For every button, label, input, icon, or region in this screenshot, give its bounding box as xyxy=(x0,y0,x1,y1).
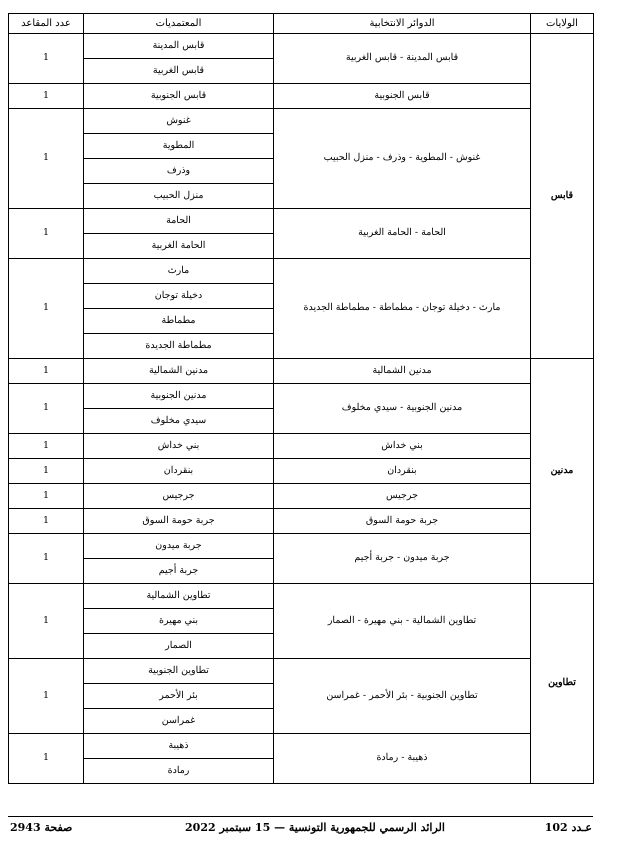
delegation-cell: بني خداش xyxy=(84,434,274,459)
district-cell: جرجيس xyxy=(274,484,531,509)
delegation-cell: الحامة الغربية xyxy=(84,234,274,259)
header-delegations: المعتمديات xyxy=(84,14,274,34)
table-row xyxy=(9,84,594,109)
delegation-cell: مطماطة الجديدة xyxy=(84,334,274,359)
delegation-cell: جرجيس xyxy=(84,484,274,509)
table-row xyxy=(9,34,594,59)
footer-issue-number: عـدد 102 xyxy=(544,821,592,834)
seats-cell: 1 xyxy=(9,484,84,509)
table-row xyxy=(9,509,594,534)
table-row xyxy=(9,359,594,384)
header-districts: الدوائر الانتخابية xyxy=(274,14,531,34)
seats-cell: 1 xyxy=(9,359,84,384)
seats-cell: 1 xyxy=(9,584,84,659)
table-header-row xyxy=(9,14,594,34)
table-row xyxy=(9,584,594,609)
delegation-cell: سيدي مخلوف xyxy=(84,409,274,434)
delegation-cell: بئر الأحمر xyxy=(84,684,274,709)
delegation-cell: مارث xyxy=(84,259,274,284)
seats-cell: 1 xyxy=(9,34,84,84)
header-seats: عدد المقاعد xyxy=(9,14,84,34)
delegation-cell: الصمار xyxy=(84,634,274,659)
delegation-cell: مدنين الجنوبية xyxy=(84,384,274,409)
delegation-cell: قابس المدينة xyxy=(84,34,274,59)
footer-page-number: صفحة 2943 xyxy=(10,821,73,834)
delegation-cell: جربة حومة السوق xyxy=(84,509,274,534)
electoral-districts-table xyxy=(8,13,594,784)
district-cell: الحامة - الحامة الغربية xyxy=(274,209,531,259)
delegation-cell: مطماطة xyxy=(84,309,274,334)
district-cell: تطاوين الشمالية - بني مهيرة - الصمار xyxy=(274,584,531,659)
seats-cell: 1 xyxy=(9,384,84,434)
table-row xyxy=(9,384,594,409)
footer-journal-title: الرائد الرسمي للجمهورية التونسية — 15 سبتمبر 2022 xyxy=(185,821,445,834)
delegation-cell: غمراسن xyxy=(84,709,274,734)
header-governorate: الولايات xyxy=(531,14,594,34)
district-cell: بنقردان xyxy=(274,459,531,484)
delegation-cell: قابس الغربية xyxy=(84,59,274,84)
delegation-cell: الحامة xyxy=(84,209,274,234)
delegation-cell: رمادة xyxy=(84,759,274,784)
table-row xyxy=(9,484,594,509)
district-cell: تطاوين الجنوبية - بئر الأحمر - غمراسن xyxy=(274,659,531,734)
delegation-cell: دخيلة توجان xyxy=(84,284,274,309)
district-cell: قابس الجنوبية xyxy=(274,84,531,109)
delegation-cell: تطاوين الشمالية xyxy=(84,584,274,609)
district-cell: بني خداش xyxy=(274,434,531,459)
table-row xyxy=(9,734,594,759)
table-row xyxy=(9,209,594,234)
table-row xyxy=(9,534,594,559)
governorate-cell: قابس xyxy=(531,34,594,359)
delegation-cell: المطوية xyxy=(84,134,274,159)
table-row xyxy=(9,109,594,134)
seats-cell: 1 xyxy=(9,109,84,209)
district-cell: جربة حومة السوق xyxy=(274,509,531,534)
seats-cell: 1 xyxy=(9,259,84,359)
district-cell: قابس المدينة - قابس الغربية xyxy=(274,34,531,84)
delegation-cell: مدنين الشمالية xyxy=(84,359,274,384)
seats-cell: 1 xyxy=(9,509,84,534)
delegation-cell: جربة ميدون xyxy=(84,534,274,559)
seats-cell: 1 xyxy=(9,434,84,459)
delegation-cell: منزل الحبيب xyxy=(84,184,274,209)
delegation-cell: ذهيبة xyxy=(84,734,274,759)
district-cell: جربة ميدون - جربة أجيم xyxy=(274,534,531,584)
district-cell: ذهيبة - رمادة xyxy=(274,734,531,784)
governorate-cell: مدنين xyxy=(531,359,594,584)
district-cell: مدنين الشمالية xyxy=(274,359,531,384)
delegation-cell: وذرف xyxy=(84,159,274,184)
table-row xyxy=(9,659,594,684)
seats-cell: 1 xyxy=(9,209,84,259)
seats-cell: 1 xyxy=(9,734,84,784)
delegation-cell: بنقردان xyxy=(84,459,274,484)
delegation-cell: قابس الجنوبية xyxy=(84,84,274,109)
district-cell: مدنين الجنوبية - سيدي مخلوف xyxy=(274,384,531,434)
table-row xyxy=(9,434,594,459)
seats-cell: 1 xyxy=(9,459,84,484)
district-cell: مارث - دخيلة توجان - مطماطة - مطماطة الجديدة xyxy=(274,259,531,359)
district-cell: غنوش - المطوية - وذرف - منزل الحبيب xyxy=(274,109,531,209)
governorate-cell: تطاوين xyxy=(531,584,594,784)
seats-cell: 1 xyxy=(9,659,84,734)
table-body xyxy=(9,34,594,784)
table-row xyxy=(9,259,594,284)
seats-cell: 1 xyxy=(9,534,84,584)
seats-cell: 1 xyxy=(9,84,84,109)
delegation-cell: غنوش xyxy=(84,109,274,134)
delegation-cell: جربة أجيم xyxy=(84,559,274,584)
footer-divider xyxy=(8,816,593,817)
delegation-cell: تطاوين الجنوبية xyxy=(84,659,274,684)
table-row xyxy=(9,459,594,484)
delegation-cell: بني مهيرة xyxy=(84,609,274,634)
